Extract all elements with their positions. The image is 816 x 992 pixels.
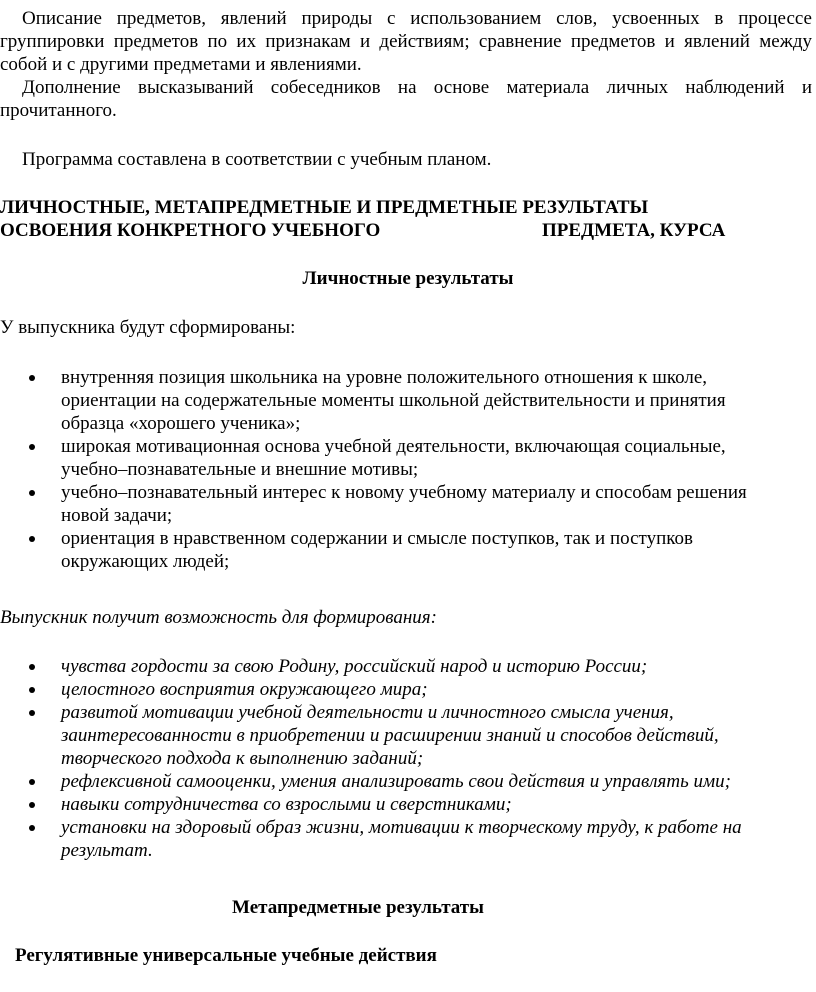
personal-results-lead: У выпускника будут сформированы: [0,317,296,338]
regulative-heading: Регулятивные универсальные учебные действия [15,945,437,966]
opportunity-list [0,655,808,862]
bullet-icon [29,664,35,670]
results-heading-line2-right: ПРЕДМЕТА, КУРСА [542,220,726,241]
meta-results-heading: Метапредметные результаты [232,897,484,918]
list-item: учебно–познавательный интерес к новому учебному материалу и способам решения новой задачи; [0,481,790,527]
intro-paragraph-1: Описание предметов, явлений природы с использованием слов, усвоенных в процессе группировки предметов по их признакам и действиям; сравнение предметов и явлений между собой и с другими предметами и явлениями. [0,8,812,75]
bullet-icon [29,490,35,496]
list-item: внутренняя позиция школьника на уровне положительного отношения к школе, ориентации на содержательные моменты школьной действительности и принятия образца «хорошего ученика»; [0,366,790,435]
personal-results-list [0,366,790,573]
opportunity-lead: Выпускник получит возможность для формирования: [0,607,437,628]
list-item: развитой мотивации учебной деятельности и личностного смысла учения, заинтересованности в приобретении и расширении знаний и способов действий, творческого подхода к выполнению заданий; [0,701,808,770]
list-item: установки на здоровый образ жизни, мотивации к творческому труду, к работе на результат. [0,816,808,862]
intro-paragraph-2: Дополнение высказываний собеседников на основе материала личных наблюдений и прочитанного. [0,77,812,121]
bullet-icon [29,444,35,450]
bullet-icon [29,710,35,716]
results-heading-line1: ЛИЧНОСТНЫЕ, МЕТАПРЕДМЕТНЫЕ И ПРЕДМЕТНЫЕ РЕЗУЛЬТАТЫ [0,197,649,218]
bullet-icon [29,375,35,381]
list-item: целостного восприятия окружающего мира; [0,678,808,701]
list-item: рефлексивной самооценки, умения анализировать свои действия и управлять ими; [0,770,808,793]
list-item: навыки сотрудничества со взрослыми и сверстниками; [0,793,808,816]
bullet-icon [29,825,35,831]
program-note: Программа составлена в соответствии с учебным планом. [22,149,492,170]
list-item: ориентация в нравственном содержании и смысле поступков, так и поступков окружающих людей; [0,527,790,573]
bullet-icon [29,779,35,785]
bullet-icon [29,536,35,542]
bullet-icon [29,687,35,693]
personal-results-heading: Личностные результаты [302,268,514,289]
list-item: широкая мотивационная основа учебной деятельности, включающая социальные, учебно–познавательные и внешние мотивы; [0,435,790,481]
list-item: чувства гордости за свою Родину, российский народ и историю России; [0,655,808,678]
results-heading-line2-left: ОСВОЕНИЯ КОНКРЕТНОГО УЧЕБНОГО [0,220,381,241]
bullet-icon [29,802,35,808]
